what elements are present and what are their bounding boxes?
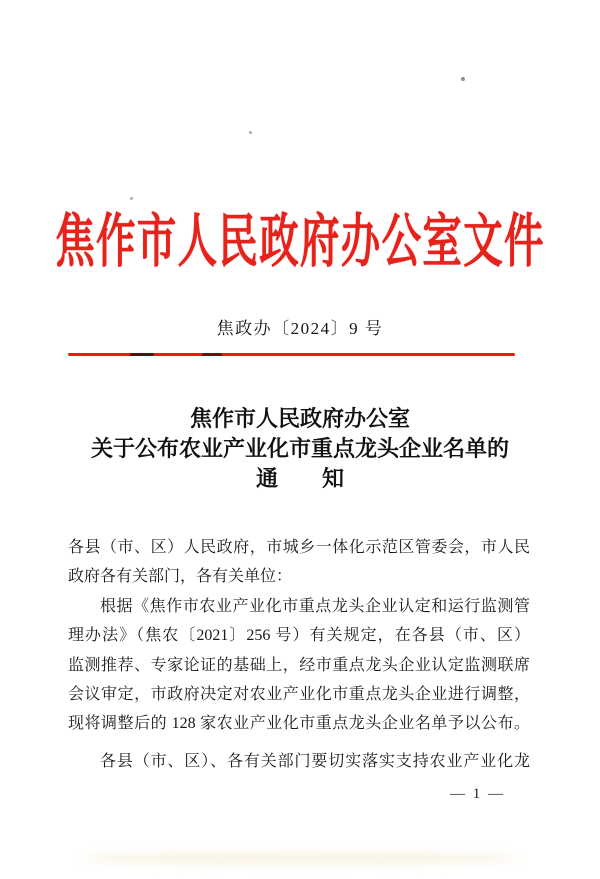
letterhead-title bbox=[0, 203, 600, 274]
scan-speck bbox=[461, 77, 465, 81]
document-title bbox=[0, 404, 600, 494]
rule-smudge bbox=[202, 353, 222, 356]
body-line: 现将调整后的 128 家农业产业化市重点龙头企业名单予以公布。 bbox=[68, 715, 530, 733]
scan-speck bbox=[249, 131, 252, 134]
body-line: 监测推荐、专家论证的基础上，经市重点龙头企业认定监测联席 bbox=[68, 656, 530, 674]
body-line: 会议审定，市政府决定对农业产业化市重点龙头企业进行调整， bbox=[68, 686, 530, 704]
scan-artifact-band bbox=[80, 852, 520, 865]
page-number: — 1 — bbox=[450, 786, 505, 802]
title-line-2: 关于公布农业产业化市重点龙头企业名单的 bbox=[90, 436, 509, 461]
doc-number: 焦政办〔2024〕9 号 bbox=[216, 319, 384, 338]
body-line: 根据《焦作市农业产业化市重点龙头企业认定和运行监测管 bbox=[100, 597, 530, 615]
title-line-1: 焦作市人民政府办公室 bbox=[189, 406, 410, 431]
rule-smudge bbox=[130, 353, 154, 356]
body-line: 理办法》（焦农〔2021〕256 号）有关规定，在各县（市、区） bbox=[68, 627, 530, 645]
body-line: 各县（市、区）、各有关部门要切实落实支持农业产业化龙 bbox=[100, 752, 530, 770]
red-separator-line bbox=[68, 353, 515, 356]
title-line-3: 通 知 bbox=[255, 466, 344, 491]
body-line: 各县（市、区）人民政府，市城乡一体化示范区管委会，市人民 bbox=[68, 539, 530, 556]
letterhead-text: 焦作市人民政府办公室文件 bbox=[55, 209, 545, 274]
body-line: 政府各有关部门，各有关单位： bbox=[68, 568, 293, 586]
document-body bbox=[68, 533, 530, 776]
